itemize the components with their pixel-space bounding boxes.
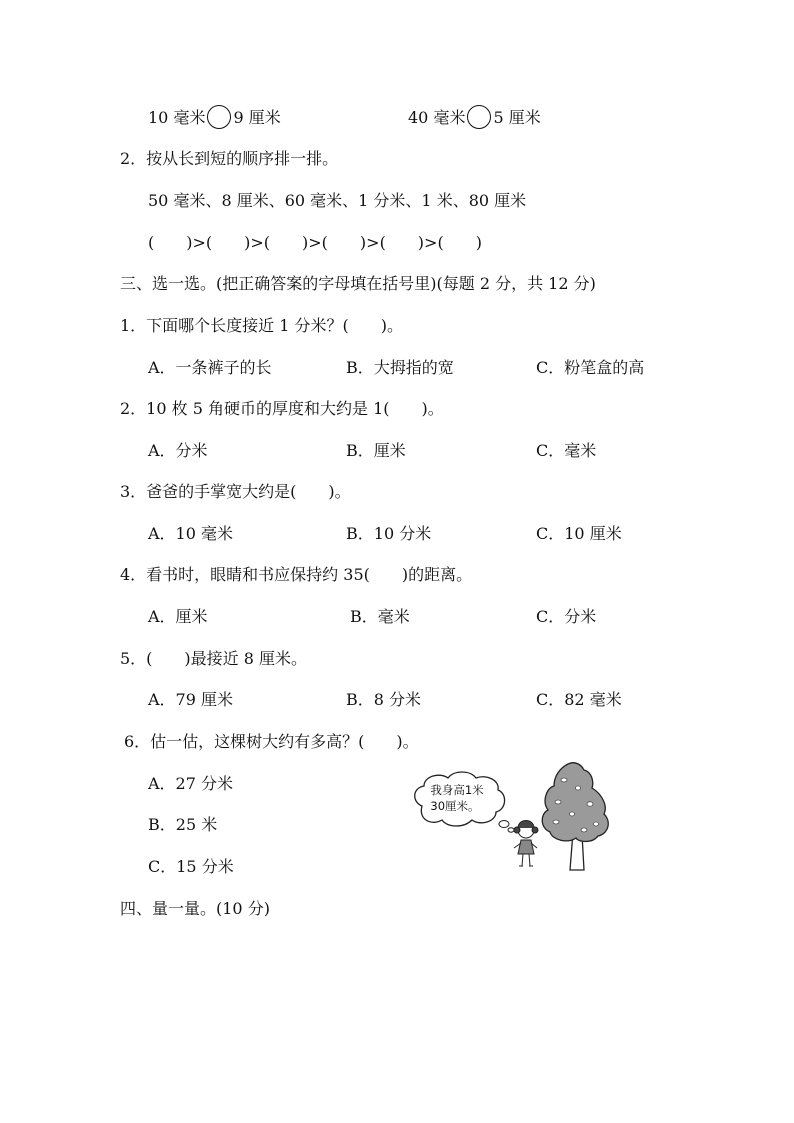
s3-q4-stem: 4．看书时，眼睛和书应保持约 35( )的距离。: [120, 565, 473, 584]
s3-q4-option-c[interactable]: C．分米: [536, 607, 597, 626]
s3-q5-option-b[interactable]: B．8 分米: [346, 690, 422, 709]
bubble-text-line2: 30厘米。: [430, 799, 480, 813]
s3-q6-option-c[interactable]: C．15 分米: [148, 857, 234, 876]
s3-q1-stem: 1．下面哪个长度接近 1 分米？( )。: [120, 316, 404, 335]
q2-blanks[interactable]: ( )>( )>( )>( )>( )>( ): [148, 233, 482, 252]
compare-a-right: 9 厘米: [233, 108, 281, 127]
compare-b-left: 40 毫米: [408, 108, 466, 127]
s3-q5-option-c[interactable]: C．82 毫米: [536, 690, 622, 709]
compare-b-right: 5 厘米: [493, 108, 541, 127]
q2-items: 50 毫米、8 厘米、60 毫米、1 分米、1 米、80 厘米: [148, 191, 527, 210]
s3-q5-stem: 5．( )最接近 8 厘米。: [120, 649, 308, 668]
s3-q4-option-a[interactable]: A．厘米: [148, 607, 208, 626]
s3-q2-stem: 2．10 枚 5 角硬币的厚度和大约是 1( )。: [120, 399, 444, 418]
bubble-text-line1: 我身高1米: [430, 783, 484, 797]
s3-q2-option-b[interactable]: B．厘米: [346, 441, 406, 460]
compare-circle-a[interactable]: [207, 105, 231, 129]
tree-illustration: [408, 758, 624, 874]
s3-q3-option-a[interactable]: A．10 毫米: [148, 524, 234, 543]
s3-q3-option-c[interactable]: C．10 厘米: [536, 524, 622, 543]
s3-q1-option-c[interactable]: C．粉笔盒的高: [536, 358, 645, 377]
section4-heading: 四、量一量。(10 分): [120, 899, 270, 918]
tree-figure: [542, 763, 608, 870]
girl-figure: [514, 821, 538, 867]
s3-q1-option-a[interactable]: A．一条裤子的长: [148, 358, 272, 377]
s3-q6-stem: 6．估一估，这棵树大约有多高？( )。: [124, 732, 419, 751]
compare-row-b: [408, 107, 541, 129]
compare-a-left: 10 毫米: [148, 108, 206, 127]
s3-q3-stem: 3．爸爸的手掌宽大约是( )。: [120, 482, 351, 501]
section3-heading: 三、选一选。(把正确答案的字母填在括号里)(每题 2 分，共 12 分): [120, 274, 596, 293]
s3-q4-option-b[interactable]: B．毫米: [350, 607, 410, 626]
s3-q6-option-a[interactable]: A．27 分米: [148, 774, 234, 793]
s3-q1-option-b[interactable]: B．大拇指的宽: [346, 358, 454, 377]
compare-row-a: [148, 107, 281, 129]
s3-q3-option-b[interactable]: B．10 分米: [346, 524, 432, 543]
q2-title: 2．按从长到短的顺序排一排。: [120, 149, 339, 168]
s3-q2-option-c[interactable]: C．毫米: [536, 441, 597, 460]
s3-q5-option-a[interactable]: A．79 厘米: [148, 690, 234, 709]
s3-q6-option-b[interactable]: B．25 米: [148, 815, 218, 834]
compare-circle-b[interactable]: [467, 105, 491, 129]
s3-q2-option-a[interactable]: A．分米: [148, 441, 208, 460]
